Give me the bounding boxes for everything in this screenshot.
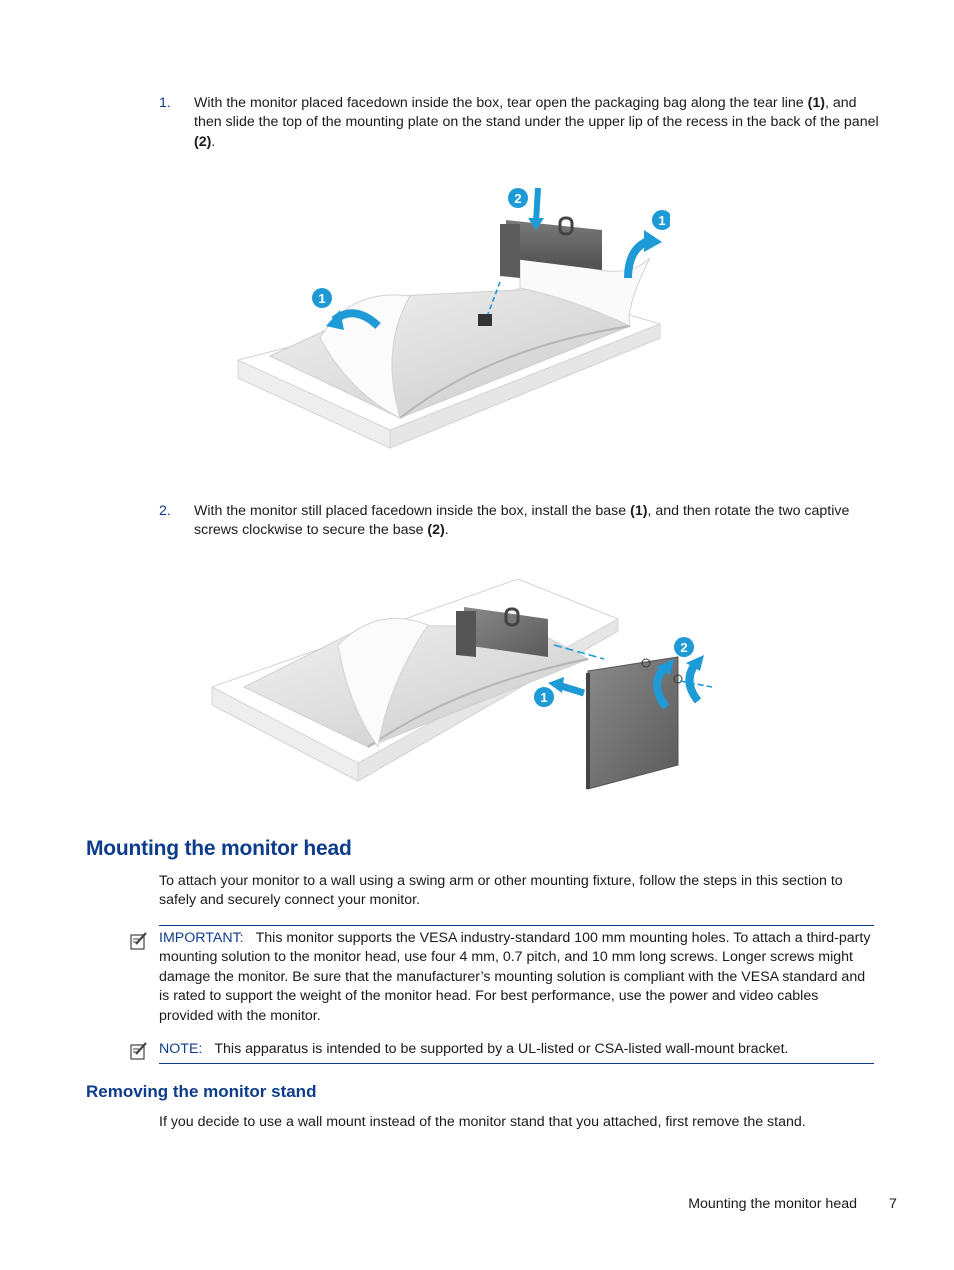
callout-badge xyxy=(674,637,694,657)
step-1 xyxy=(159,94,879,152)
callout-ref: (1) xyxy=(807,95,825,111)
callout-badge xyxy=(652,210,670,230)
pencil-note-icon xyxy=(129,1041,149,1061)
pencil-note-icon xyxy=(129,931,149,951)
callout-ref: (1) xyxy=(630,503,648,519)
note-label: NOTE: xyxy=(159,1041,203,1057)
section-intro: To attach your monitor to a wall using a swing arm or other mounting fixture, follow the steps in this section to safely and securely connect your monitor. xyxy=(159,873,843,909)
notice-bottom-rule xyxy=(159,1063,874,1064)
svg-text:2: 2 xyxy=(514,191,522,206)
footer-title: Mounting the monitor head xyxy=(688,1196,857,1212)
svg-text:1: 1 xyxy=(318,291,326,306)
callout-ref: (2) xyxy=(194,133,212,150)
subsection-title: Removing the monitor stand xyxy=(86,1082,317,1101)
callout-badge xyxy=(534,687,554,707)
step-2 xyxy=(159,502,879,541)
note-text: This apparatus is intended to be supported by a UL-listed or CSA-listed wall-mount bracket. xyxy=(214,1041,789,1057)
figure-install-stand xyxy=(230,178,670,456)
page-number: 7 xyxy=(889,1196,897,1212)
step-text: With the monitor placed facedown inside the box, tear open the packaging bag along the tear line (1), and then slide the top of the mounting plate on the stand under the upper lip of the recess in the back of the panel (2). xyxy=(194,95,879,150)
callout-badge xyxy=(508,188,528,208)
callout-badge xyxy=(312,288,332,308)
step-number: 1. xyxy=(159,95,171,111)
important-text: This monitor supports the VESA industry-standard 100 mm mounting holes. To attach a third-party mounting solution to the monitor head, use four 4 mm, 0.7 pitch, and 10 mm long screws. Longer screws might damage the monitor. Be sure that the manufacturer’s mounting solution is compliant with the VESA standard and is rated to support the weight of the monitor head. For best performance, use the power and video cables provided with the monitor. xyxy=(159,930,871,1024)
callout-ref: (2) xyxy=(427,522,445,539)
section-title: Mounting the monitor head xyxy=(86,837,352,860)
figure-install-base xyxy=(208,575,718,793)
step-number: 2. xyxy=(159,503,171,519)
step-text: With the monitor still placed facedown inside the box, install the base (1), and then rotate the two captive screws clockwise to secure the base (2). xyxy=(194,503,850,539)
svg-text:2: 2 xyxy=(680,640,688,655)
note-notice xyxy=(159,1040,874,1059)
important-notice xyxy=(159,929,874,1026)
svg-text:1: 1 xyxy=(540,690,548,705)
important-label: IMPORTANT: xyxy=(159,930,244,946)
svg-text:1: 1 xyxy=(658,213,666,228)
notice-top-rule xyxy=(159,925,874,926)
subsection-text: If you decide to use a wall mount instead of the monitor stand that you attached, first remove the stand. xyxy=(159,1114,806,1130)
